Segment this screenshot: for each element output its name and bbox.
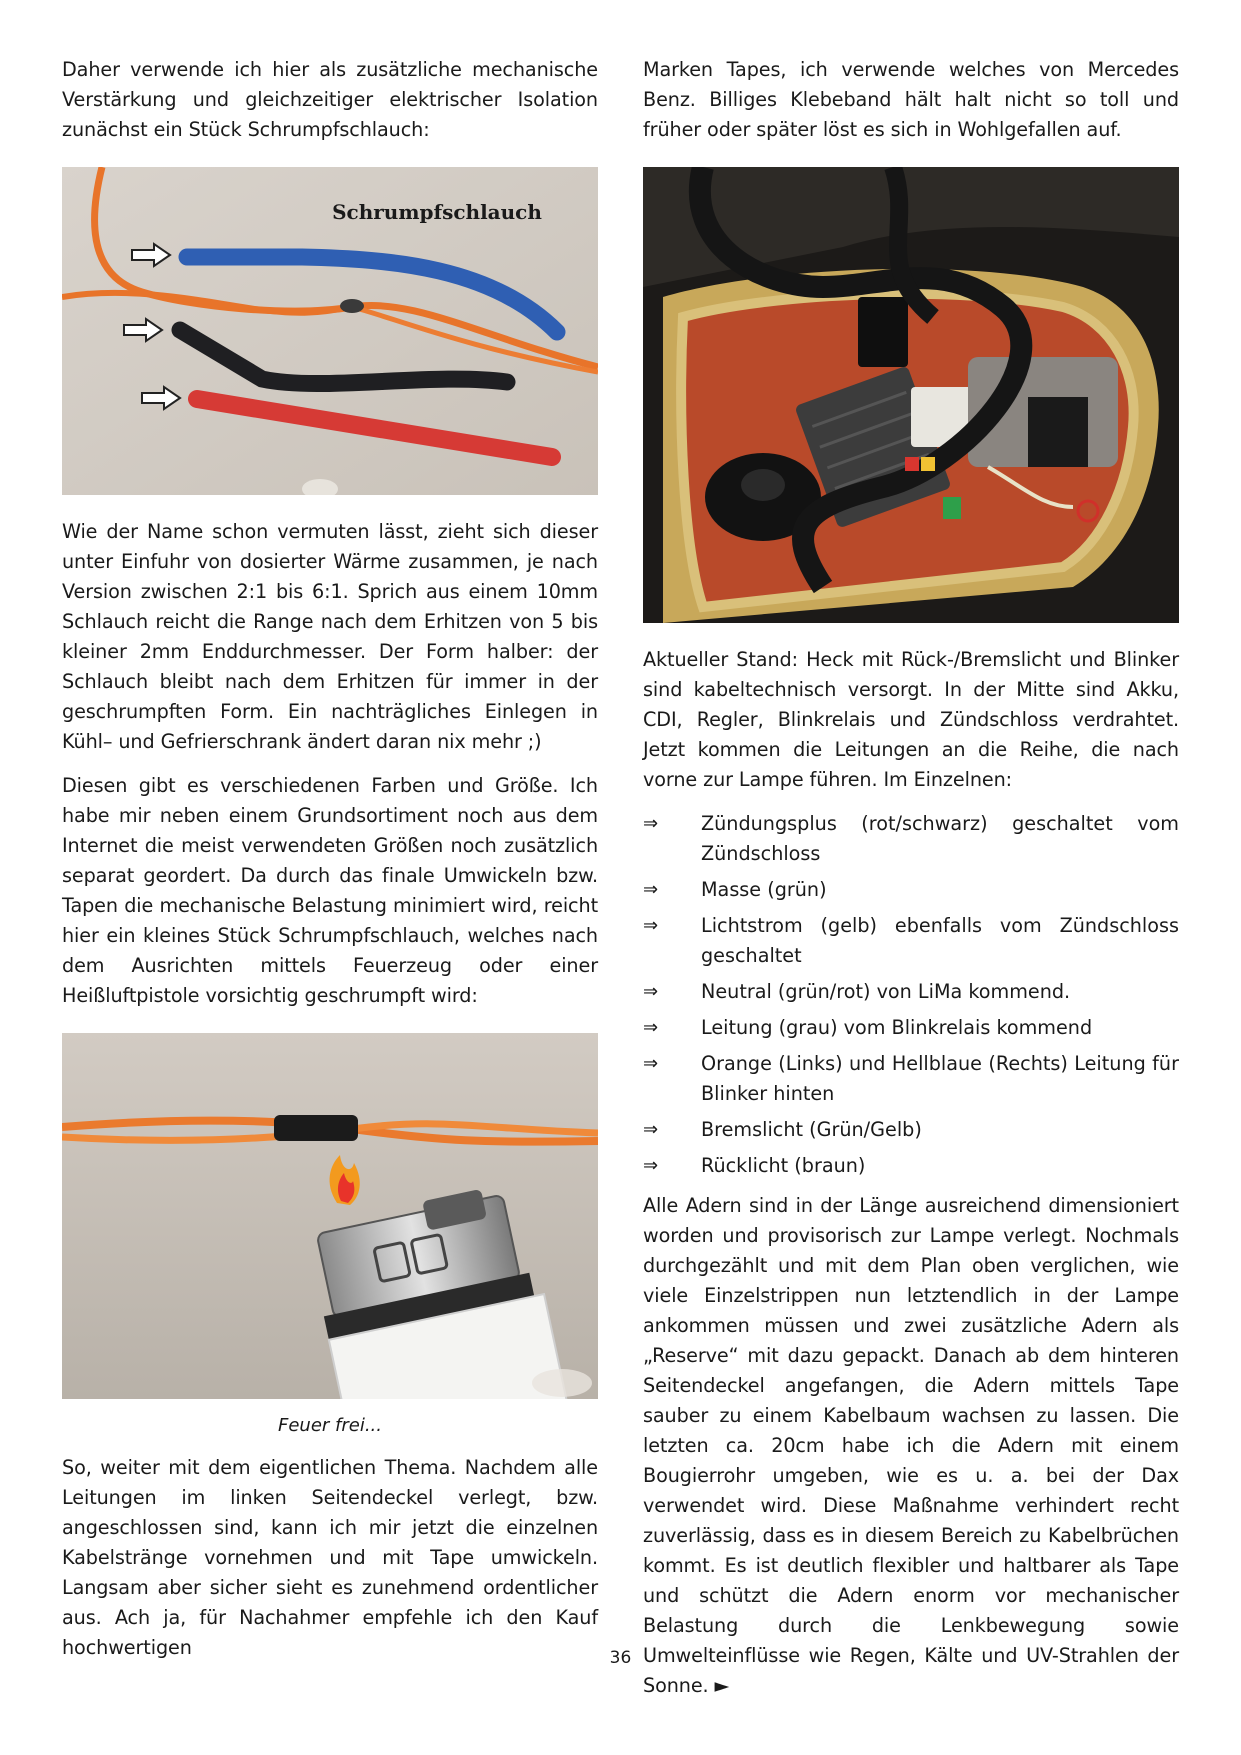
list-item: ⇒ Leitung (grau) vom Blinkrelais kommend [643, 1013, 1179, 1043]
arrow-icon: ⇒ [643, 1119, 659, 1140]
list-item: ⇒ Neutral (grün/rot) von LiMa kommend. [643, 977, 1179, 1007]
paragraph-main-topic: So, weiter mit dem eigentlichen Thema. Nachdem alle Leitungen im linken Seitendeckel verlegt, bzw. angeschlossen sind, kann ich mir jetzt die einzelnen Kabelstränge vornehmen und mit Tape umwickeln. Langsam aber sicher sieht es zunehmend ordentlicher aus. Ach ja, für Nachahmer empfehle ich den Kauf hochwertigen [62, 1456, 598, 1659]
arrow-icon: ⇒ [643, 1155, 659, 1176]
paragraph-current-status: Aktueller Stand: Heck mit Rück-/Bremslicht und Blinker sind kabeltechnisch versorgt. In der Mitte sind Akku, CDI, Regler, Blinkrelais und Zündschloss verdrahtet. Jetzt kommen die Leitungen an die Reihe, die nach vorne zur Lampe führen. Im Einzelnen: [643, 648, 1179, 791]
paragraph-tapes: Marken Tapes, ich verwende welches von Mercedes Benz. Billiges Klebeband hält halt nicht so toll und früher oder später löst es sich in Wohlgefallen auf. [643, 58, 1179, 141]
arrow-icon: ⇒ [643, 1053, 659, 1074]
heat-shrink-tubes-image [62, 167, 598, 495]
arrow-icon: ⇒ [643, 915, 659, 936]
photo-caption: Feuer frei... [277, 1415, 382, 1436]
paragraph-colors-sizes: Diesen gibt es verschiedenen Farben und Größe. Ich habe mir neben einem Grundsortiment noch aus dem Internet die meist verwendeten Größen noch zusätzlich separat geordert. Da durch das finale Umwickeln bzw. Tapen die mechanische Belastung minimiert wird, reicht hier ein kleines Stück Schrumpfschlauch, welches nach dem Ausrichten mittels Feuerzeug oder einer Heißluftpistole vorsichtig geschrumpft wird: [62, 774, 598, 1007]
wire-list [643, 809, 1179, 1181]
right-column [643, 55, 1179, 1701]
page-number: 36 [609, 1648, 632, 1668]
arrow-icon: ⇒ [643, 1017, 659, 1038]
arrow-icon: ⇒ [643, 813, 659, 834]
arrow-icon: ⇒ [643, 879, 659, 900]
photo-label: Schrumpfschlauch [332, 200, 542, 224]
photo-lighter [62, 1033, 598, 1399]
left-column [62, 55, 598, 1663]
list-item: ⇒ Lichtstrom (gelb) ebenfalls vom Zündschloss geschaltet [643, 911, 1179, 971]
photo-wiring-harness [643, 167, 1179, 623]
arrow-icon: ⇒ [643, 981, 659, 1002]
list-item: ⇒ Bremslicht (Grün/Gelb) [643, 1115, 1179, 1145]
paragraph-intro: Daher verwende ich hier als zusätzliche mechanische Verstärkung und gleichzeitiger elektrischer Isolation zunächst ein Stück Schrumpfschlauch: [62, 58, 598, 141]
wiring-harness-image [643, 167, 1179, 623]
list-item: ⇒ Orange (Links) und Hellblaue (Rechts) Leitung für Blinker hinten [643, 1049, 1179, 1109]
paragraph-heat-shrink: Wie der Name schon vermuten lässt, zieht sich dieser unter Einfuhr von dosierter Wärme zusammen, je nach Version zwischen 2:1 bis 6:1. Sprich aus einem 10mm Schlauch reicht die Range nach dem Erhitzen von 5 bis kleiner 2mm Enddurchmesser. Der Form halber: der Schlauch bleibt nach dem Erhitzen für immer in der geschrumpften Form. Ein nachträgliches Einlegen in Kühl– und Gefrierschrank ändert daran nix mehr ;) [62, 520, 598, 753]
list-item: ⇒ Zündungsplus (rot/schwarz) geschaltet vom Zündschloss [643, 809, 1179, 869]
lighter-image [62, 1033, 598, 1399]
list-item: ⇒ Rücklicht (braun) [643, 1151, 1179, 1181]
photo-heat-shrink-tubes [62, 167, 598, 495]
list-item: ⇒ Masse (grün) [643, 875, 1179, 905]
paragraph-wires-routed: Alle Adern sind in der Länge ausreichend dimensioniert worden und provisorisch zur Lampe verlegt. Nochmals durchgezählt und mit dem Plan oben verglichen, wie viele Einzelstrippen nun letztendlich in der Lampe ankommen müssen und zwei zusätzliche Adern als „Reserve“ mit dazu gepackt. Danach ab dem hinteren Seitendeckel angefangen, die Adern mittels Tape sauber zu einem Kabelbaum wachsen zu lassen. Die letzten ca. 20cm habe ich die Adern mit einem Bougierrohr umgeben, wie es u. a. bei der Dax verwendet wird. Diese Maßnahme verhindert recht zuverlässig, dass es in diesem Bereich zu Kabelbrüchen kommt. Es ist deutlich flexibler und haltbarer als Tape und schützt die Adern enorm vor mechanischer Belastung durch die Lenkbewegung sowie Umwelteinflüsse wie Regen, Kälte und UV-Strahlen der Sonne. ► [643, 1194, 1179, 1697]
